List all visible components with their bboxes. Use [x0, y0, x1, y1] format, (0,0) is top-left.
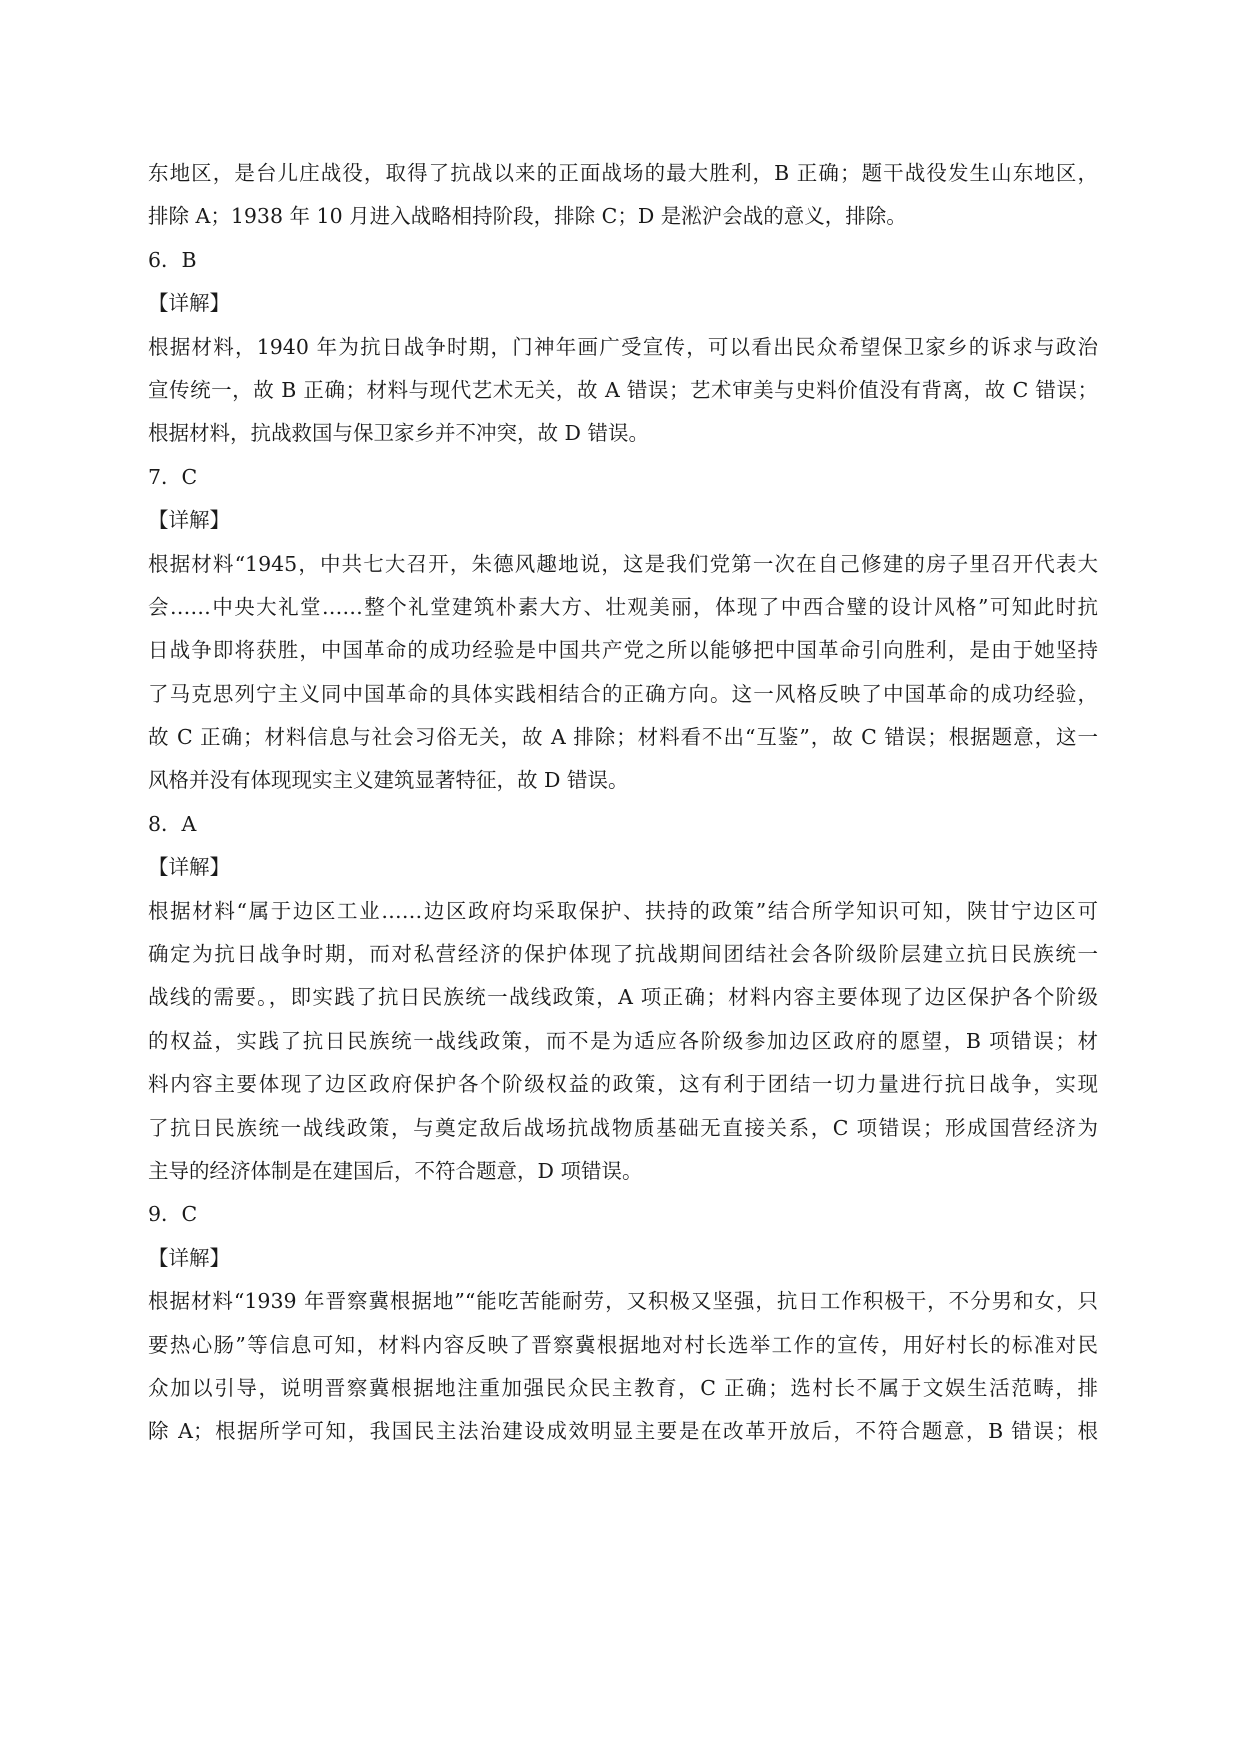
text-line: 排除 A；1938 年 10 月进入战略相持阶段，排除 C；D 是淞沪会战的意义，排除。 [148, 204, 907, 229]
detail-heading: 【详解】 [148, 855, 230, 880]
answer-explanations [148, 152, 1098, 1454]
question-answer: 8．A [148, 811, 197, 836]
text-line: 的权益，实践了抗日民族统一战线政策，而不是为适应各阶级参加边区政府的愿望，B 项错误；材 [148, 1028, 1098, 1053]
detail-heading: 【详解】 [148, 508, 230, 533]
text-line: 根据材料，抗战救国与保卫家乡并不冲突，故 D 错误。 [148, 421, 649, 446]
question-answer: 6．B [148, 247, 197, 272]
question-answer: 7．C [148, 464, 198, 489]
text-line: 根据材料，1940 年为抗日战争时期，门神年画广受宣传，可以看出民众希望保卫家乡的诉求与政治 [148, 334, 1098, 359]
text-line: 故 C 正确；材料信息与社会习俗无关，故 A 排除；材料看不出“互鉴”，故 C 错误；根据题意，这一 [148, 725, 1098, 750]
detail-heading: 【详解】 [148, 291, 230, 316]
text-line: 风格并没有体现现实主义建筑显著特征，故 D 错误。 [148, 768, 629, 793]
detail-heading: 【详解】 [148, 1245, 230, 1270]
text-line: 料内容主要体现了边区政府保护各个阶级权益的政策，这有利于团结一切力量进行抗日战争，实现 [148, 1072, 1098, 1097]
text-line: 会……中央大礼堂……整个礼堂建筑朴素大方、壮观美丽，体现了中西合璧的设计风格”可知此时抗 [148, 594, 1098, 619]
text-line: 了马克思列宁主义同中国革命的具体实践相结合的正确方向。这一风格反映了中国革命的成功经验， [148, 681, 1098, 706]
text-line: 根据材料“1939 年晋察冀根据地”“能吃苦能耐劳，又积极又坚强，抗日工作积极干，不分男和女，只 [148, 1289, 1098, 1314]
text-line: 主导的经济体制是在建国后，不符合题意，D 项错误。 [148, 1158, 643, 1183]
question-answer: 9．C [148, 1202, 198, 1227]
text-line: 根据材料“1945，中共七大召开，朱德风趣地说，这是我们党第一次在自己修建的房子里召开代表大 [148, 551, 1098, 576]
text-line: 除 A；根据所学可知，我国民主法治建设成效明显主要是在改革开放后，不符合题意，B 错误；根 [148, 1419, 1098, 1444]
text-line: 宣传统一，故 B 正确；材料与现代艺术无关，故 A 错误；艺术审美与史料价值没有背离，故 C 错误； [148, 377, 1098, 402]
text-line: 众加以引导，说明晋察冀根据地注重加强民众民主教育，C 正确；选村长不属于文娱生活范畴，排 [148, 1375, 1098, 1400]
text-line: 了抗日民族统一战线政策，与奠定敌后战场抗战物质基础无直接关系，C 项错误；形成国营经济为 [148, 1115, 1098, 1140]
text-line: 东地区，是台儿庄战役，取得了抗战以来的正面战场的最大胜利，B 正确；题干战役发生山东地区， [148, 161, 1098, 185]
text-line: 战线的需要。，即实践了抗日民族统一战线政策，A 项正确；材料内容主要体现了边区保护各个阶级 [148, 985, 1098, 1010]
text-line: 日战争即将获胜，中国革命的成功经验是中国共产党之所以能够把中国革命引向胜利，是由于她坚持 [148, 638, 1098, 663]
text-line: 确定为抗日战争时期，而对私营经济的保护体现了抗战期间团结社会各阶级阶层建立抗日民族统一 [148, 942, 1098, 967]
text-line: 根据材料“属于边区工业……边区政府均采取保护、扶持的政策”结合所学知识可知，陕甘宁边区可 [148, 898, 1098, 923]
text-line: 要热心肠”等信息可知，材料内容反映了晋察冀根据地对村长选举工作的宣传，用好村长的标准对民 [148, 1332, 1098, 1357]
